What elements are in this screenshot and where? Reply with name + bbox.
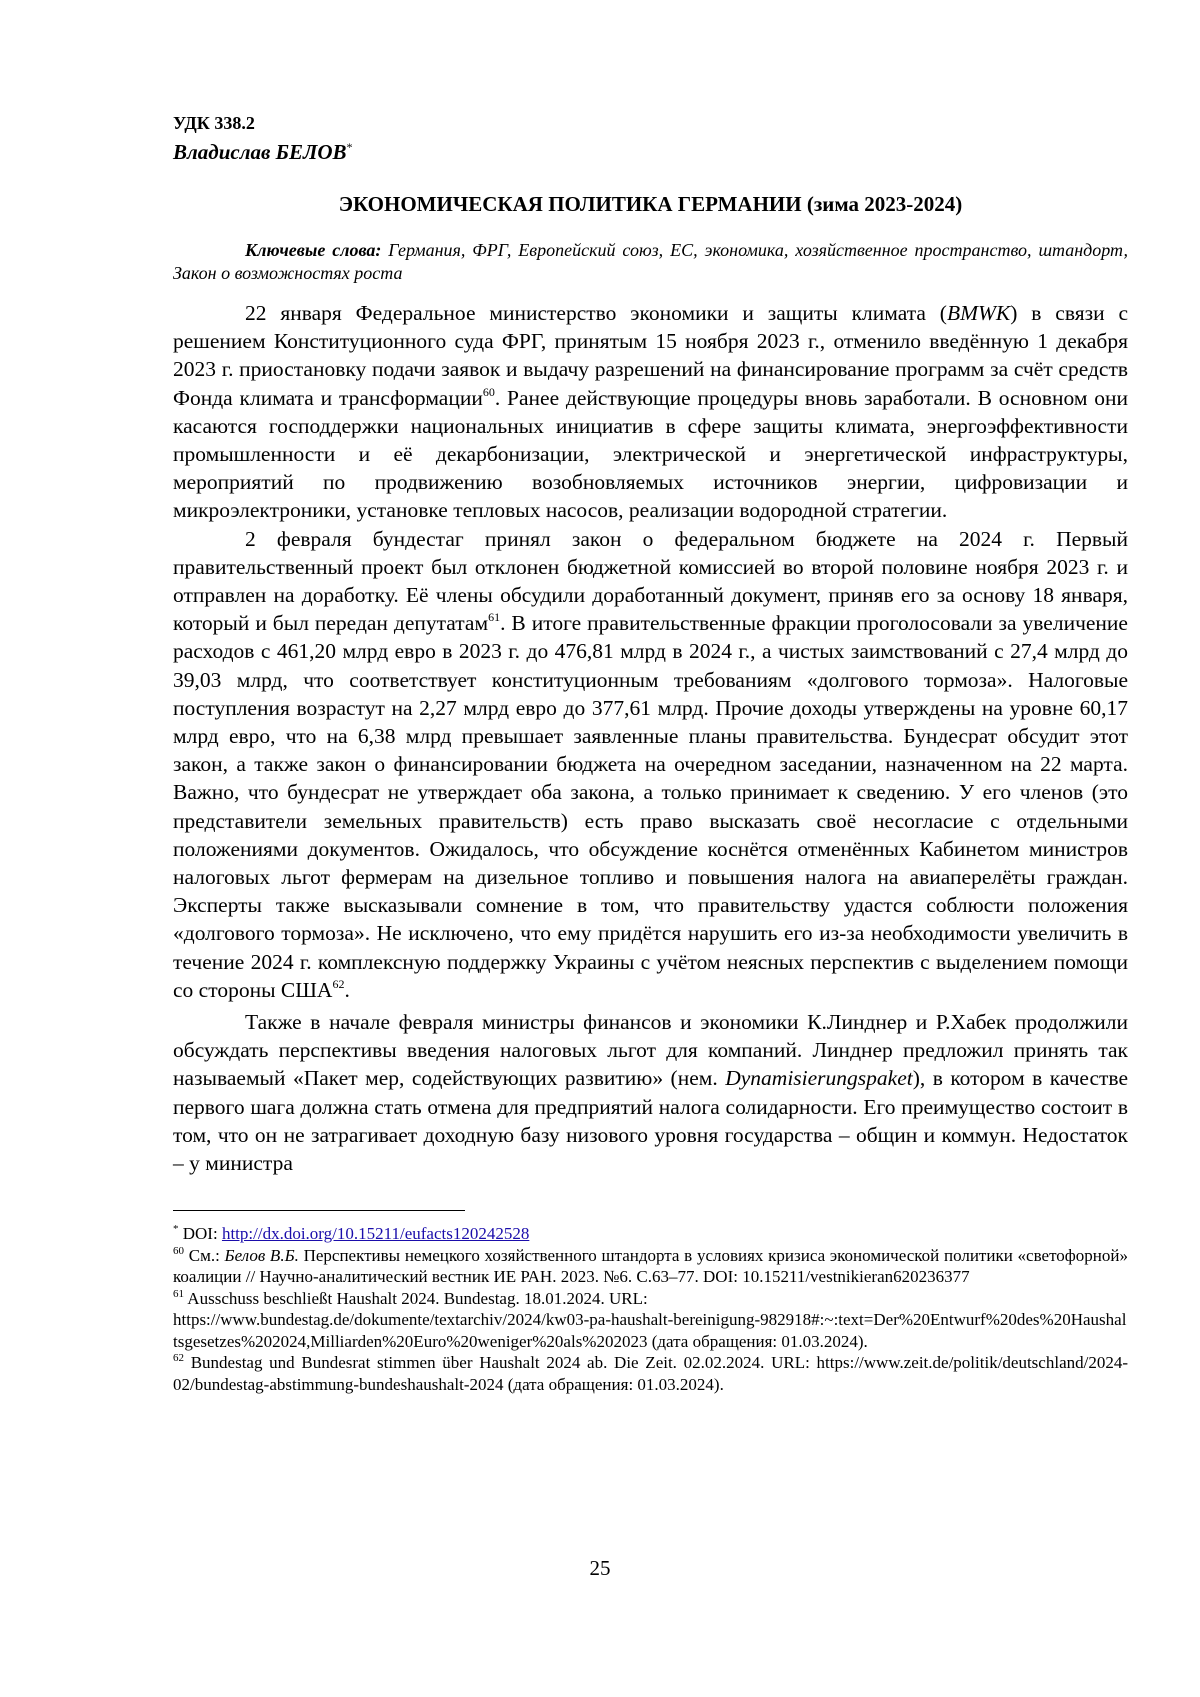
article-title: ЭКОНОМИЧЕСКАЯ ПОЛИТИКА ГЕРМАНИИ (зима 2023-2024) — [338, 192, 963, 216]
footnote-ref-60[interactable]: 60 — [482, 384, 495, 399]
article-body — [173, 299, 1128, 1177]
paragraph-3 — [173, 1008, 1128, 1177]
p1-text-d: . Ранее действующие процедуры вновь заработали. В основном они касаются господдержки национальных инициатив в сфере защиты климата, энергоэффективности промышленности и её декарбонизации, электрической и энергетической инфраструктуры, мероприятий по продвижению возобновляемых источников энергии, цифровизации и микроэлектроники, установке тепловых насосов, реализации водородной стратегии. — [173, 385, 1128, 523]
p2-text-b: . В итоге правительственные фракции проголосовали за увеличение расходов с 461,20 млрд евро в 2023 г. до 476,81 млрд в 2024 г., а чистых заимствований с 27,4 млрд до 39,03 млрд, что соответствует конституционным требованиям «долгового тормоза». Налоговые поступления возрастут на 2,27 млрд евро до 377,61 млрд. Прочие доходы утверждены на уровне 60,17 млрд евро, что на 6,38 млрд превышает заявленные планы правительства. Бундесрат обсудит этот закон, а также закон о финансировании бюджета на очередном заседании, назначенном на 22 марта. Важно, что бундесрат не утверждает оба закона, а только принимает к сведению. У его членов (это представители земельных правительств) есть право высказать своё несогласие с отдельными положениями документов. Ожидалось, что обсуждение коснётся отменённых Кабинетом министров налоговых льгот фермерам на дизельное топливо и повышения налога на авиаперелёты граждан. Эксперты также высказывали сомнение в том, что правительству удастся соблюсти положения «долгового тормоза». Не исключено, что ему придётся нарушить его из-за необходимости увеличить в течение 2024 г. комплексную поддержку Украины с учётом неясных перспектив с выделением помощи со стороны США — [173, 611, 1128, 1002]
author-name-text: Владислав БЕЛОВ — [173, 140, 347, 164]
p1-text-a: 22 января Федеральное министерство экономики и защиты климата ( — [245, 301, 947, 325]
p1-text-c: ) в связи с решением Конституционного суда ФРГ, принятым 15 ноября 2023 г., отменило введённую 1 декабря 2023 г. приостановку подачи заявок и выдачу разрешений на финансирование программ за счёт средств Фонда климата и трансформации — [173, 301, 1128, 410]
p2-text-c: . — [344, 977, 350, 1002]
paragraph-2 — [173, 525, 1128, 1004]
footnote-60-text-b: Перспективы немецкого хозяйственного штандорта в условиях кризиса экономической политики «светофорной» коалиции // Научно-аналитический вестник ИЕ РАН. 2023. №6. С.63–77. DOI: 10.15211/vestnikieran620236377 — [173, 1245, 1128, 1287]
p3-text-c: ), в котором в качестве первого шага должна стать отмена для предприятий налога солидарности. Его преимущество состоит в том, что он не затрагивает доходную базу низового уровня государства – общин и коммун. Недостаток – у министра — [173, 1066, 1128, 1176]
footnote-separator — [173, 1210, 465, 1211]
footnotes — [173, 1223, 1128, 1395]
doi-link[interactable]: http://dx.doi.org/10.15211/eufacts120242528 — [221, 1224, 530, 1244]
udk-code: УДК 338.2 — [173, 113, 255, 133]
footnote-doi — [173, 1223, 1128, 1245]
author-name — [173, 134, 1128, 165]
footnote-62-mark: 62 — [173, 1352, 184, 1365]
author-footnote-mark: * — [346, 140, 353, 154]
footnote-60-author: Белов В.Б. — [224, 1245, 299, 1265]
keywords — [173, 239, 1128, 285]
footnote-doi-label: DOI: — [182, 1224, 222, 1244]
keywords-label: Ключевые слова: — [245, 240, 382, 260]
keywords-text: Германия, ФРГ, Европейский союз, ЕС, экономика, хозяйственное пространство, штандорт, Закон о возможностях роста — [173, 240, 1128, 283]
p3-text-a: Также в начале февраля министры финансов и экономики К.Линднер и Р.Хабек продолжили обсуждать перспективы введения налоговых льгот для компаний. Линднер предложил принять так называемый «Пакет мер, содействующих развитию» (нем. — [173, 1010, 1128, 1091]
document-page — [173, 112, 1128, 1395]
page-number: 25 — [589, 1556, 611, 1580]
paragraph-1 — [173, 299, 1128, 525]
footnote-ref-61[interactable]: 61 — [488, 610, 501, 625]
footnote-61-text-a: Ausschuss beschließt Haushalt 2024. Bundestag. 18.01.2024. URL: — [184, 1288, 648, 1308]
p2-text-a: 2 февраля бундестаг принял закон о федеральном бюджете на 2024 г. Первый правительственный проект был отклонен бюджетной комиссией во второй половине ноября 2023 г. и отправлен на доработку. Её члены обсудили доработанный документ, приняв его за основу 18 января, который и был передан депутатам — [173, 526, 1128, 636]
p3-dynamisierungspaket: Dynamisierungspaket — [725, 1066, 913, 1091]
footnote-60-mark: 60 — [173, 1244, 184, 1257]
footnote-62-text: Bundestag und Bundesrat stimmen über Haushalt 2024 ab. Die Zeit. 02.02.2024. URL: https://www.zeit.de/politik/deutschland/2024-02/bundestag-abstimmung-bundeshaushalt-2024 (дата обращения: 01.03.2024). — [173, 1353, 1128, 1394]
footnote-61 — [173, 1288, 1128, 1353]
footnote-60 — [173, 1245, 1128, 1288]
footnote-61-mark: 61 — [173, 1287, 184, 1300]
p1-bmwk: BMWK — [946, 301, 1011, 325]
footnote-61-text-b: (дата обращения: 01.03.2024). — [647, 1331, 868, 1351]
footnote-ref-62[interactable]: 62 — [332, 976, 345, 991]
footnote-62 — [173, 1352, 1128, 1395]
footnote-60-text-a: См.: — [184, 1245, 225, 1265]
footnote-61-url[interactable]: https://www.bundestag.de/dokumente/textarchiv/2024/kw03-pa-haushalt-bereinigung-982918#:~:text=Der%20Entwurf%20des%20Haushaltsgesetzes%202024,Milliarden%20Euro%20weniger%20als%202023 — [173, 1310, 1127, 1351]
footnote-doi-mark: * — [173, 1223, 179, 1236]
